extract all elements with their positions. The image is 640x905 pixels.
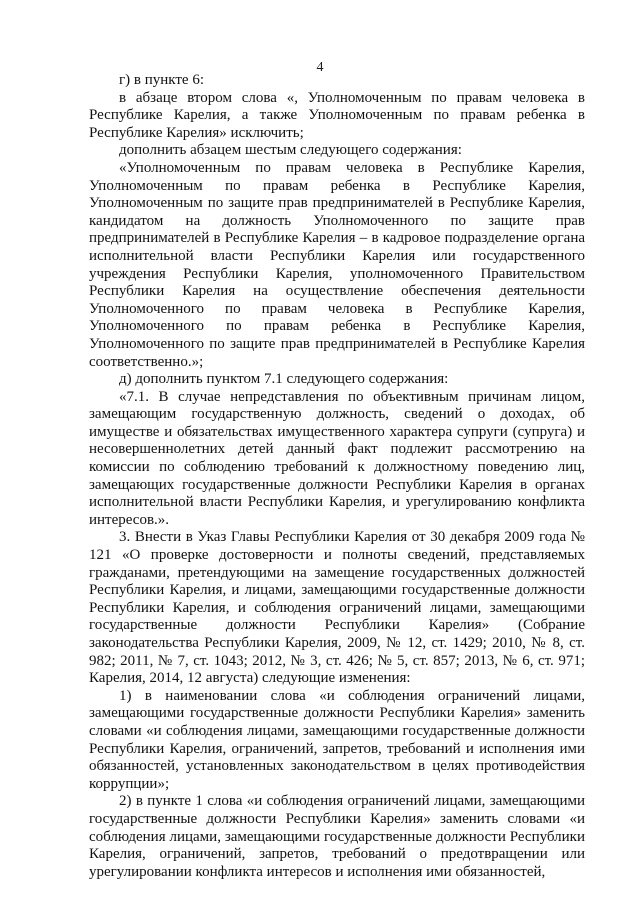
paragraph-change-2: 2) в пункте 1 слова «и соблюдения ограничений лицами, замещающими государственные должности Республики Карелия» заменить словами «и соблюдения лицами, замещающими государственные должности Республики Карелия, ограничений, запретов, требований о предотвращении или урегулировании конфликта интересов и исполнения ими обязанностей,: [89, 793, 585, 880]
paragraph-second-abzac: в абзаце втором слова «, Уполномоченным по правам человека в Республике Карелия, а также Уполномоченным по правам ребенка в Республике Карелия» исключить;: [89, 89, 585, 141]
page-number: 4: [316, 60, 324, 75]
paragraph-item-d-heading: д) дополнить пунктом 7.1 следующего содержания:: [119, 371, 449, 388]
paragraph-quoted-7-1: «7.1. В случае непредставления по объективным причинам лицом, замещающим государственную должность, сведений о доходах, об имуществе и обязательствах имущественного характера супруги (супруга) и несовершеннолетних детей данный факт подлежит рассмотрению на комиссии по соблюдению требований к должностному поведению лиц, замещающих государственные должности Республики Карелия в органах исполнительной власти Республики Карелия, и урегулированию конфликта интересов.».: [89, 388, 585, 528]
paragraph-change-1: 1) в наименовании слова «и соблюдения ограничений лицами, замещающими государственные должности Республики Карелия» заменить словами «и соблюдения лицами, замещающими государственные должности Республики Карелия, ограничений, запретов, требований и исполнения ими обязанностей, установленных законодательством в целях противодействия коррупции»;: [89, 687, 585, 792]
paragraph-section-3: 3. Внести в Указ Главы Республики Карелия от 30 декабря 2009 года № 121 «О проверке достоверности и полноты сведений, представляемых гражданами, претендующими на замещение государственных должностей Республики Карелия, и лицами, замещающими государственные должности Республики Карелия, и соблюдения ограничений лицами, замещающими государственные должности Республики Карелия» (Собрание законодательства Республики Карелия, 2009, № 12, ст. 1429; 2010, № 8, ст. 982; 2011, № 7, ст. 1043; 2012, № 3, ст. 426; № 5, ст. 857; 2013, № 6, ст. 971; Карелия, 2014, 12 августа) следующие изменения:: [89, 529, 585, 687]
paragraph-add-sixth-abzac: дополнить абзацем шестым следующего содержания:: [119, 142, 462, 159]
paragraph-item-g-heading: г) в пункте 6:: [119, 72, 205, 88]
paragraph-quoted-sixth-abzac: «Уполномоченным по правам человека в Республике Карелия, Уполномоченным по правам ребенка в Республике Карелия, Уполномоченным по защите прав предпринимателей в Республике Карелия, кандидатом на должность Уполномоченного по защите прав предпринимателей в Республике Карелия – в кадровое подразделение органа исполнительной власти Республики Карелия или государственного учреждения Республики Карелия, уполномоченного Правительством Республики Карелия на осуществление обеспечения деятельности Уполномоченного по правам человека в Республике Карелия, Уполномоченного по правам ребенка в Республике Карелия, Уполномоченного по защите прав предпринимателей в Республике Карелия соответственно.»;: [89, 159, 585, 370]
document-body: [89, 72, 585, 881]
